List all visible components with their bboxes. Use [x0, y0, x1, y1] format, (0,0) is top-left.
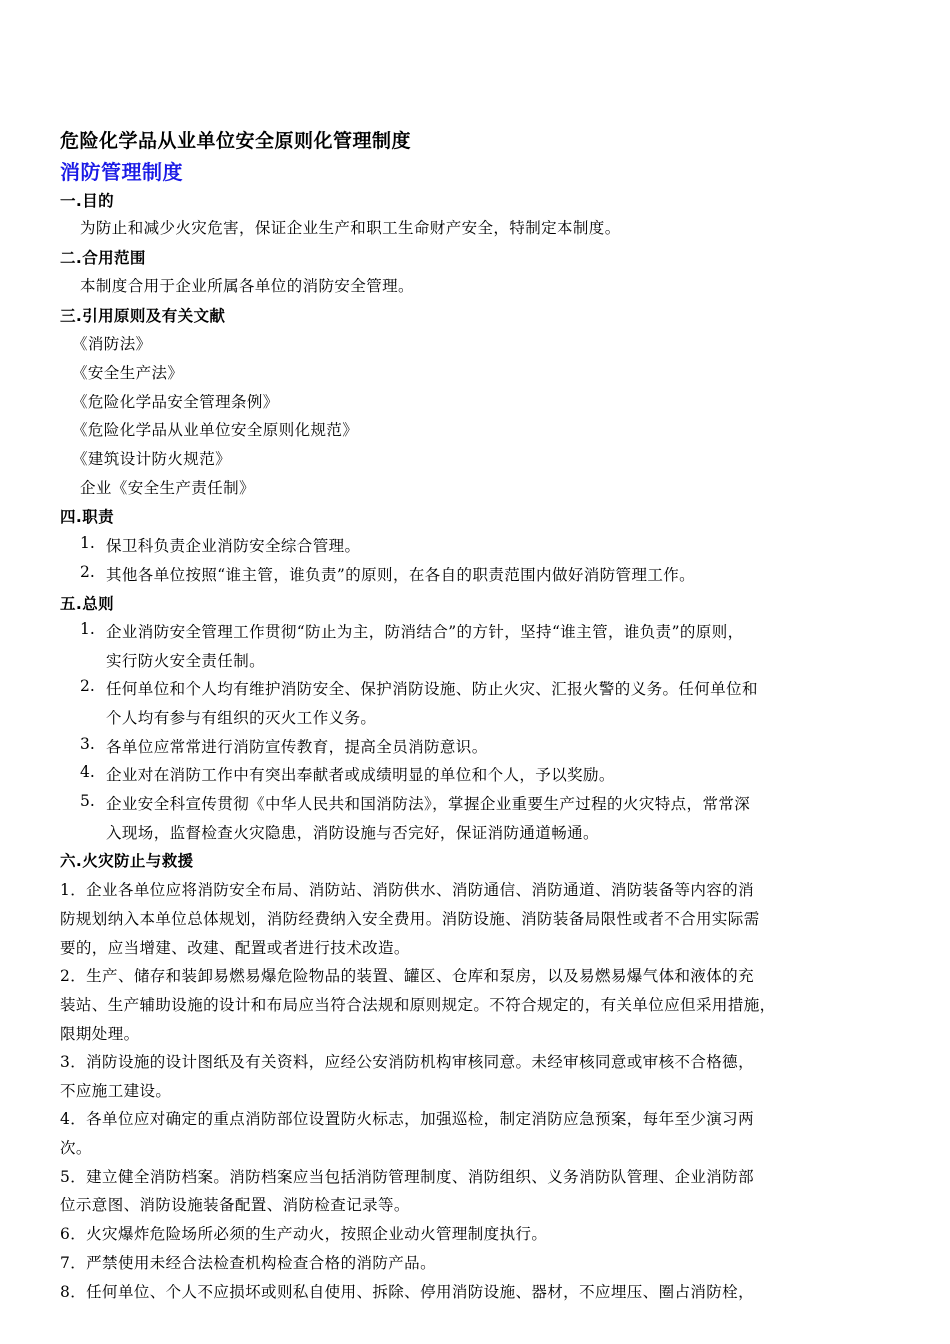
list-item-text: 企业消防安全管理工作贯彻“防止为主，防消结合”的方针，坚持“谁主管，谁负责”的原则， [106, 623, 744, 641]
list-item-text: 实行防火安全责任制。 [106, 652, 266, 670]
paragraph-line: 不应施工建设。 [60, 1082, 172, 1100]
paragraph-line: 5．建立健全消防档案。消防档案应当包括消防管理制度、消防组织、义务消防队管理、企业消防部 [60, 1168, 754, 1186]
paragraph-purpose: 为防止和减少火灾危害，保证企业生产和职工生命财产安全，特制定本制度。 [80, 219, 621, 237]
paragraph-line: 1．企业各单位应将消防安全布局、消防站、消防供水、消防通信、消防通道、消防装备等内容的消 [60, 881, 754, 899]
paragraph-line: 位示意图、消防设施装备配置、消防检查记录等。 [60, 1196, 410, 1214]
section-heading-fire-prevention: 六.火灾防止与救援 [60, 852, 194, 870]
list-number: 1. [80, 534, 95, 552]
list-number: 2. [80, 563, 95, 581]
paragraph-line: 2．生产、储存和装卸易燃易爆危险物品的装置、罐区、仓库和泵房，以及易燃易爆气体和液体的充 [60, 967, 754, 985]
paragraph-line: 限期处理。 [60, 1025, 140, 1043]
list-item-text: 各单位应常常进行消防宣传教育，提高全员消防意识。 [106, 738, 488, 756]
document-subtitle: 消防管理制度 [60, 160, 183, 184]
list-item-text: 其他各单位按照“谁主管，谁负责”的原则，在各自的职责范围内做好消防管理工作。 [106, 566, 696, 584]
list-number: 4. [80, 763, 95, 781]
paragraph-scope: 本制度合用于企业所属各单位的消防安全管理。 [80, 277, 414, 295]
list-number: 2. [80, 677, 95, 695]
document-title: 危险化学品从业单位安全原则化管理制度 [60, 130, 412, 152]
reference-item: 《危险化学品从业单位安全原则化规范》 [72, 421, 359, 439]
section-heading-scope: 二.合用范围 [60, 249, 146, 267]
paragraph-line: 8．任何单位、个人不应损坏或则私自使用、拆除、停用消防设施、器材，不应埋压、圈占消防栓， [60, 1283, 754, 1301]
paragraph-line: 装站、生产辅助设施的设计和布局应当符合法规和原则规定。不符合规定的，有关单位应但采用措施， [60, 996, 776, 1014]
list-number: 3. [80, 735, 95, 753]
paragraph-line: 防规划纳入本单位总体规划，消防经费纳入安全费用。消防设施、消防装备局限性或者不合用实际需 [60, 910, 760, 928]
section-heading-duties: 四.职责 [60, 508, 114, 526]
paragraph-line: 要的，应当增建、改建、配置或者进行技术改造。 [60, 939, 410, 957]
section-heading-references: 三.引用原则及有关文献 [60, 307, 226, 325]
paragraph-line: 7．严禁使用未经合法检查机构检查合格的消防产品。 [60, 1254, 436, 1272]
list-item-text: 保卫科负责企业消防安全综合管理。 [106, 537, 361, 555]
section-heading-general: 五.总则 [60, 595, 114, 613]
reference-item: 《消防法》 [72, 335, 152, 353]
reference-item: 《危险化学品安全管理条例》 [72, 393, 279, 411]
list-item-text: 企业安全科宣传贯彻《中华人民共和国消防法》，掌握企业重要生产过程的火灾特点，常常深 [106, 795, 751, 813]
list-item-text: 任何单位和个人均有维护消防安全、保护消防设施、防止火灾、汇报火警的义务。任何单位和 [106, 680, 758, 698]
list-item-text: 个人均有参与有组织的灭火工作义务。 [106, 709, 377, 727]
reference-item: 《建筑设计防火规范》 [72, 450, 232, 468]
reference-item: 《安全生产法》 [72, 364, 184, 382]
list-item-text: 入现场，监督检查火灾隐患，消防设施与否完好，保证消防通道畅通。 [106, 824, 599, 842]
paragraph-line: 3．消防设施的设计图纸及有关资料，应经公安消防机构审核同意。未经审核同意或审核不合格德， [60, 1053, 754, 1071]
paragraph-line: 次。 [60, 1139, 92, 1157]
reference-item: 企业《安全生产责任制》 [80, 479, 255, 497]
list-number: 1. [80, 620, 95, 638]
paragraph-line: 4．各单位应对确定的重点消防部位设置防火标志，加强巡检，制定消防应急预案，每年至少演习两 [60, 1110, 754, 1128]
section-heading-purpose: 一.目的 [60, 192, 114, 210]
list-number: 5. [80, 792, 95, 810]
list-item-text: 企业对在消防工作中有突出奉献者或成绩明显的单位和个人，予以奖励。 [106, 766, 615, 784]
paragraph-line: 6．火灾爆炸危险场所必须的生产动火，按照企业动火管理制度执行。 [60, 1225, 548, 1243]
